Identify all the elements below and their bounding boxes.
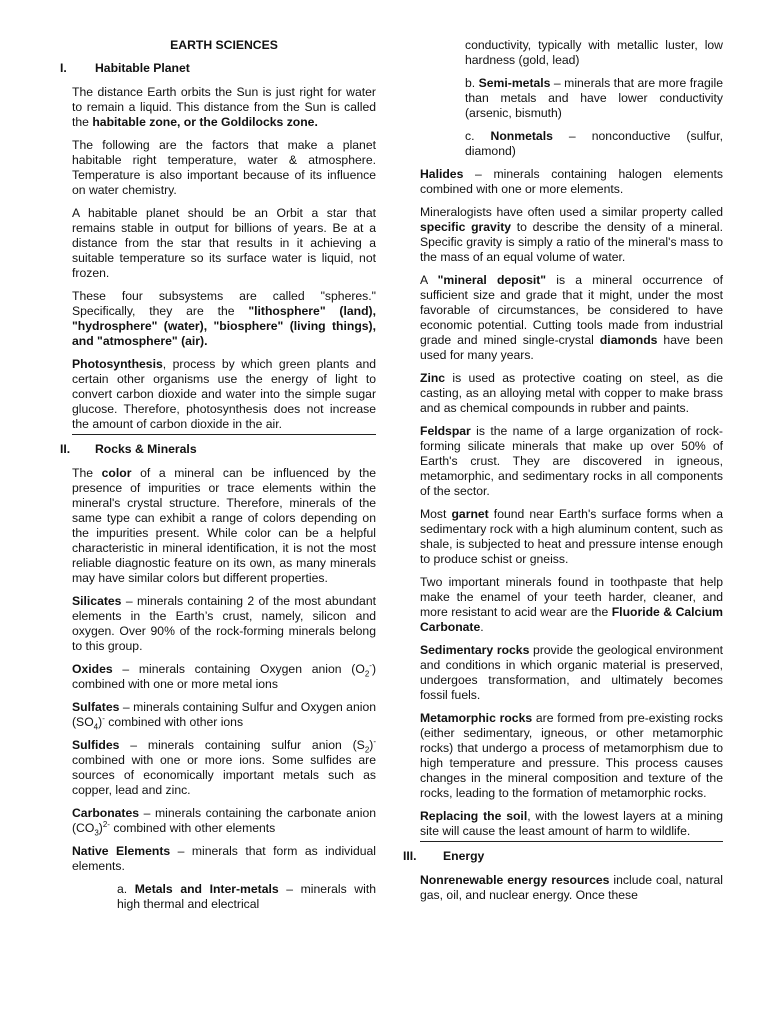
paragraph-sulfides xyxy=(72,738,376,798)
list-marker: a. xyxy=(117,882,135,896)
paragraph-sedimentary-rocks xyxy=(420,643,723,703)
bold-term: Metals and Inter-metals xyxy=(134,882,279,896)
bold-term: Nonrenewable energy resources xyxy=(420,873,610,887)
section-number: II. xyxy=(60,442,71,456)
paragraph-native-elements xyxy=(72,844,376,874)
text: These four subsystems are called "spheres." Specifically, they are the xyxy=(72,289,376,318)
bold-term: Nonmetals xyxy=(490,129,553,143)
text: – minerals that are more fragile than metals and have lower conductivity (arsenic, bismuth) xyxy=(465,76,723,120)
text: , with the lowest layers at a mining site will cause the least amount of harm to wildlife. xyxy=(420,809,723,838)
text: combined with one or more ions. Some sulfides are sources of economically important metals such as copper, lead and zinc. xyxy=(72,753,376,797)
section-heading-rocks-minerals xyxy=(60,442,376,457)
bold-term: Metamorphic rocks xyxy=(420,711,533,725)
text: found near Earth's surface forms when a sedimentary rock with a high aluminum content, such as shale, is subjected to heat and pressure intense enough to produce schist or gneiss. xyxy=(420,507,723,566)
subscript: 2 xyxy=(364,745,370,755)
bold-term: Sulfides xyxy=(72,738,120,752)
section-heading-habitable-planet xyxy=(60,61,376,76)
text: of a mineral can be influenced by the presence of impurities or trace elements within the mineral's crystal structure. Therefore, minerals of the same type can exhibit a range of colors depending on the impurities present. While color can be a helpful characteristic in mineral identification, it is not the most reliable diagnostic feature on its own, as many minerals may have similar colors but different properties. xyxy=(72,466,376,585)
paragraph-feldspar xyxy=(420,424,723,499)
list-marker: c. xyxy=(465,129,491,143)
text: – minerals with high thermal and electrical xyxy=(117,882,376,911)
text: have been used for many years. xyxy=(420,333,723,362)
bold-term: color xyxy=(101,466,132,480)
section-divider xyxy=(420,841,723,842)
subscript: 4 xyxy=(93,722,99,732)
paragraph-orbit: A habitable planet should be an Orbit a star that remains stable in output for billions of years. Be at a distance from the star that results in it achieving a suitable temperature so its surface water is liquid, not frozen. xyxy=(72,206,376,280)
subscript: 2 xyxy=(364,669,370,679)
bold-term: Native Elements xyxy=(72,844,171,858)
paragraph-carbonates xyxy=(72,806,376,836)
section-title: Rocks & Minerals xyxy=(95,442,197,456)
bold-term: Halides xyxy=(420,167,464,181)
bold-term: Fluoride & Calcium Carbonate xyxy=(420,605,723,634)
text: – minerals containing Sulfur and Oxygen anion (SO xyxy=(72,700,376,729)
bold-term: "mineral deposit" xyxy=(437,273,547,287)
paragraph-factors: The following are the factors that make a planet habitable right temperature, water & atmosphere. Temperature is also important because of its influence on water chemistry. xyxy=(72,138,376,197)
subscript: 3 xyxy=(94,828,99,838)
text: – minerals containing the carbonate anion (CO xyxy=(72,806,376,835)
paragraph-toothpaste xyxy=(420,575,723,635)
bold-term: habitable zone, or the Goldilocks zone. xyxy=(92,115,318,129)
paragraph-halides xyxy=(420,167,723,197)
bold-term: Sedimentary rocks xyxy=(420,643,530,657)
bold-term: "lithosphere" (land), "hydrosphere" (water), "biosphere" (living things), and "atmosphere" (air). xyxy=(72,304,376,348)
section-title: Habitable Planet xyxy=(95,61,190,75)
text: – minerals containing Oxygen anion (O xyxy=(112,662,365,676)
text: A xyxy=(420,273,438,287)
text: are formed from pre-existing rocks (either sedimentary, igneous, or other metamorphic rocks) that undergo a process of metamorphism due to high temperature and pressure. This process causes changes in the mineral composition and texture of the rocks, leading to the formation of metamorphic rocks. xyxy=(420,711,723,800)
bold-term: Silicates xyxy=(72,594,122,608)
paragraph-nonrenewable-energy xyxy=(420,873,723,903)
text: include coal, natural gas, oil, and nuclear energy. Once these xyxy=(420,873,723,902)
text: ) combined with one or more metal ions xyxy=(72,662,376,691)
text: – minerals containing sulfur anion (S xyxy=(119,738,365,752)
text: provide the geological environment and conditions in which organic material is preserved, undergoes transformation, and ultimately becomes fossil fuels. xyxy=(420,643,723,702)
page-title: EARTH SCIENCES xyxy=(170,38,278,52)
bold-term: Replacing the soil xyxy=(420,809,528,823)
section-title: Energy xyxy=(443,849,485,863)
superscript: - xyxy=(373,736,376,746)
list-item-nonmetals xyxy=(465,129,723,159)
list-item-metals xyxy=(117,882,376,912)
text: is used as protective coating on steel, as die casting, as an alloying metal with copper to make brass and as chemical compounds in rubber and paints. xyxy=(420,371,723,415)
list-item-metals-continued: conductivity, typically with metallic luster, low hardness (gold, lead) xyxy=(465,38,723,67)
text: Most xyxy=(420,507,452,521)
text: ) xyxy=(98,715,103,729)
section-heading-energy xyxy=(403,849,723,864)
bold-term: Carbonates xyxy=(72,806,140,820)
paragraph-habitable-zone xyxy=(72,85,376,130)
paragraph-specific-gravity xyxy=(420,205,723,265)
bold-term: Photosynthesis xyxy=(72,357,163,371)
text: – nonconductive (sulfur, diamond) xyxy=(465,129,723,158)
section-divider xyxy=(72,434,376,435)
text: , process by which green plants and certain other organisms use the energy of light to convert carbon dioxide and water into the simple sugar glucose. Therefore, photosynthesis does not increase the amount of carbon dioxide in the air. xyxy=(72,357,376,431)
superscript: - xyxy=(369,660,372,670)
text: The distance Earth orbits the Sun is just right for water to remain a liquid. This distance from the Sun is called the xyxy=(72,85,376,129)
paragraph-replacing-soil xyxy=(420,809,723,839)
paragraph-photosynthesis xyxy=(72,357,376,432)
paragraph-metamorphic-rocks xyxy=(420,711,723,801)
paragraph-zinc xyxy=(420,371,723,416)
text: is the name of a large organization of rock-forming silicate minerals that make up over 50% of Earth's crust. They are discovered in igneous, metamorphic, and sedimentary rocks in all components of the sector. xyxy=(420,424,723,498)
paragraph-color xyxy=(72,466,376,586)
bold-term: garnet xyxy=(451,507,489,521)
bold-term: Sulfates xyxy=(72,700,120,714)
superscript: 2- xyxy=(102,819,110,829)
text: is a mineral occurrence of sufficient size and grade that it might, under the most favorable of circumstances, be considered to have economic potential. Cutting tools made from industrial grade and mined single-crystal xyxy=(420,273,723,347)
text: Mineralogists have often used a similar property called xyxy=(420,205,723,219)
paragraph-sulfates xyxy=(72,700,376,730)
text: – minerals containing 2 of the most abundant elements in the Earth’s crust, namely, silicon and oxygen. Over 90% of the rock-forming minerals belong to this group. xyxy=(72,594,376,653)
text: ) xyxy=(369,738,374,752)
text: . xyxy=(480,620,484,634)
bold-term: specific gravity xyxy=(420,220,512,234)
paragraph-spheres xyxy=(72,289,376,349)
bold-term: Zinc xyxy=(420,371,446,385)
text: to describe the density of a mineral. Specific gravity is simply a ratio of the mineral's mass to the mass of an equal volume of water. xyxy=(420,220,724,264)
paragraph-garnet xyxy=(420,507,723,567)
bold-term: Semi-metals xyxy=(478,76,551,90)
superscript: - xyxy=(102,713,105,723)
paragraph-silicates xyxy=(72,594,376,654)
list-marker: b. xyxy=(465,76,479,90)
left-column xyxy=(60,38,376,920)
paragraph-oxides xyxy=(72,662,376,692)
text: combined with other ions xyxy=(104,715,244,729)
section-number: III. xyxy=(403,849,417,863)
right-column xyxy=(403,38,724,911)
bold-term: diamonds xyxy=(599,333,658,347)
bold-term: Feldspar xyxy=(420,424,471,438)
text: The xyxy=(72,466,102,480)
text: – minerals that form as individual elements. xyxy=(72,844,376,873)
text: Two important minerals found in toothpaste that help make the enamel of your teeth harder, cleaner, and more resistant to acid wear are the xyxy=(420,575,723,619)
section-number: I. xyxy=(60,61,67,75)
bold-term: Oxides xyxy=(72,662,113,676)
text: ) xyxy=(98,821,103,835)
text: – minerals containing halogen elements combined with one or more elements. xyxy=(420,167,723,196)
text: combined with other elements xyxy=(109,821,276,835)
list-item-semi-metals xyxy=(465,76,723,121)
paragraph-mineral-deposit xyxy=(420,273,723,363)
